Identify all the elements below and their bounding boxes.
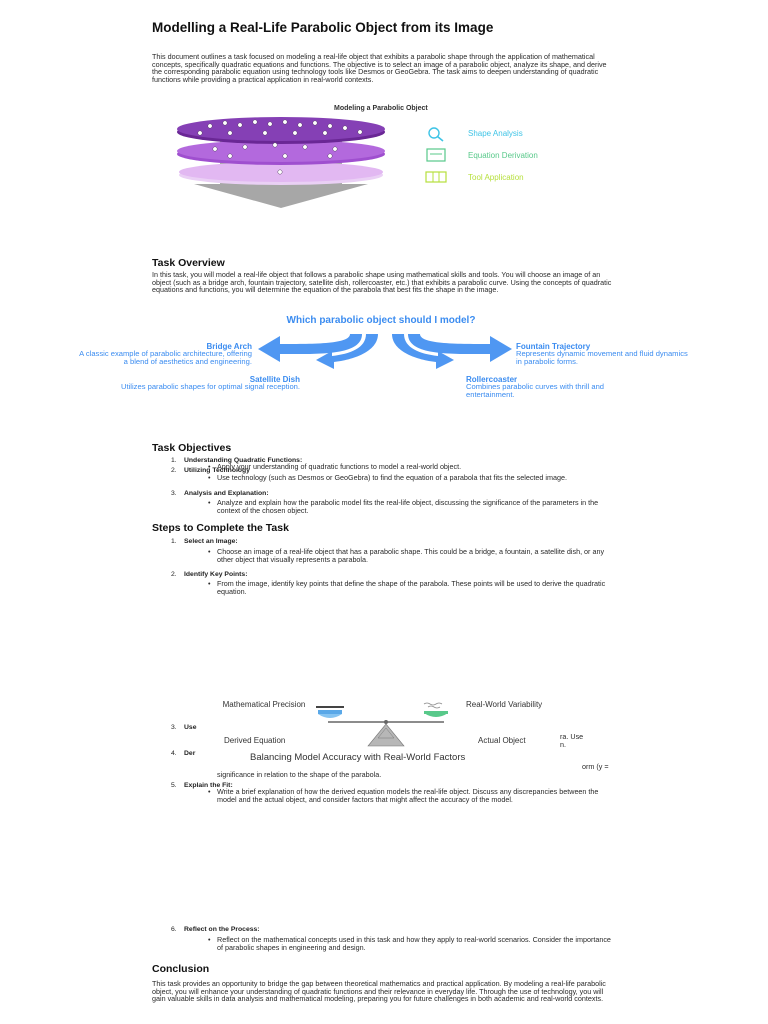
objective-2-heading: Utilizing Technology <box>184 467 250 474</box>
step-3-number: 3. <box>171 724 177 731</box>
option-bridge-arch-title: Bridge Arch <box>206 342 252 351</box>
option-bridge-arch-desc: A classic example of parabolic architecture, offering a blend of aesthetics and engineering. <box>79 349 252 366</box>
page-title: Modelling a Real-Life Parabolic Object from its Image <box>152 20 494 35</box>
objective-3-number: 3. <box>171 490 177 497</box>
step-2-number: 2. <box>171 571 177 578</box>
option-satellite-desc: Utilizes parabolic shapes for optimal signal reception. <box>121 382 300 391</box>
scale-right-bottom-label: Actual Object <box>478 736 526 745</box>
step-1-number: 1. <box>171 538 177 545</box>
balance-scale-icon <box>306 698 466 748</box>
step-5-number: 5. <box>171 782 177 789</box>
scale-diagram <box>220 698 550 766</box>
step-1-bullet: • Choose an image of a real-life object that has a parabolic shape. This could be a bridge, a fountain, a satellite dish, or any other object that visually represents a parabola. <box>217 548 617 563</box>
conclusion-paragraph: This task provides an opportunity to bridge the gap between theoretical mathematics and practical application. By modeling a real-life parabolic object, you will enhance your understanding of quadratic functions and their relevance in everyday life. Through the use of technology, you will gain valuable skills in data analysis and mathematical modeling, preparing you for future challenges in both academic and real-world contexts. <box>152 979 606 1004</box>
step-2-heading: Identify Key Points: <box>184 571 248 578</box>
magnifier-icon <box>426 126 446 142</box>
step-3-fragment-1: ra. Use <box>560 732 584 741</box>
step-2-bullet: • From the image, identify key points that define the shape of the parabola. These points will be used to derive the quadratic equation. <box>217 580 617 595</box>
task-overview-heading: Task Overview <box>152 257 225 269</box>
objectives-heading: Task Objectives <box>152 442 232 454</box>
step-4-fragment: orm (y = <box>582 762 609 771</box>
option-rollercoaster-title: Rollercoaster <box>466 375 518 384</box>
objective-3-bullet: • Analyze and explain how the parabolic model fits the real-life object, discussing the significance of the parameters in the context of the chosen object. <box>217 499 617 514</box>
legend-shape-analysis: Shape Analysis <box>468 129 523 138</box>
step-5-heading: Explain the Fit: <box>184 782 233 789</box>
scale-right-top-label: Real-World Variability <box>466 700 543 709</box>
step-4-line2: significance in relation to the shape of the parabola. <box>217 770 382 779</box>
toolbox-icon <box>424 169 448 185</box>
legend-equation-derivation: Equation Derivation <box>468 151 538 160</box>
step-5-bullet: • Write a brief explanation of how the derived equation models the real-life object. Discuss any discrepancies between the model and the actual object, and consider factors that might affect the accuracy of the model. <box>217 788 617 803</box>
step-3-fragment-2: n. <box>560 740 566 749</box>
decision-arrows <box>258 334 512 380</box>
step-6-bullet: • Reflect on the mathematical concepts used in this task and how they apply to real-world scenarios. Consider the importance of parabolic shapes in engineering and design. <box>217 936 617 951</box>
objective-1-heading: Understanding Quadratic Functions: <box>184 457 303 464</box>
diagram2-title: Which parabolic object should I model? <box>286 315 476 326</box>
conclusion-heading: Conclusion <box>152 963 210 975</box>
task-overview-paragraph: In this task, you will model a real-life object that follows a parabolic shape using mathematical skills and tools. You will choose an image of an object (such as a bridge arch, fountain trajectory, satellite dish, rollercoaster, etc.) that exhibits a parabolic curve. Using the concepts of quadratic equations and functions, you will determine the equation of the parabola that best fits the shape in the image. <box>152 270 612 295</box>
objective-3-heading: Analysis and Explanation: <box>184 490 269 497</box>
scale-left-bottom-label: Derived Equation <box>224 736 286 745</box>
option-fountain-desc: Represents dynamic movement and fluid dynamics in parabolic forms. <box>516 349 688 366</box>
option-rollercoaster-desc: Combines parabolic curves with thrill and entertainment. <box>466 382 605 399</box>
steps-heading: Steps to Complete the Task <box>152 522 289 534</box>
intro-paragraph: This document outlines a task focused on modeling a real-life object that exhibits a parabolic shape through the application of mathematical concepts, specifically quadratic equations and functions. The objective is to select an image of a parabolic object, analyze its shape, and derive the corresponding parabolic equation using technology tools like Desmos or GeoGebra. The task aims to deepen understanding of quadratic functions while providing a practical application in real-world contexts. <box>152 52 607 84</box>
legend-tool-application: Tool Application <box>468 173 524 182</box>
step-4-number: 4. <box>171 750 177 757</box>
objective-1-bullet: • Apply your understanding of quadratic functions to model a real-world object. <box>217 463 617 471</box>
objective-2-bullet: • Use technology (such as Desmos or GeoGebra) to find the equation of a parabola that fits the selected image. <box>217 474 597 482</box>
diagram1-title: Modeling a Parabolic Object <box>334 105 428 112</box>
step-4-heading: Der <box>184 750 196 757</box>
scale-caption: Balancing Model Accuracy with Real-World Factors <box>250 752 466 763</box>
option-fountain-title: Fountain Trajectory <box>516 342 591 351</box>
step-3-heading: Use <box>184 724 197 731</box>
objective-2-number: 2. <box>171 467 177 474</box>
option-satellite-title: Satellite Dish <box>249 375 300 384</box>
step-1-heading: Select an Image: <box>184 538 238 545</box>
step-6-heading: Reflect on the Process: <box>184 926 260 933</box>
layered-diagram <box>170 114 410 210</box>
step-6-number: 6. <box>171 926 177 933</box>
document-icon <box>426 147 446 163</box>
objective-1-number: 1. <box>171 457 177 464</box>
scale-left-top-label: Mathematical Precision <box>222 700 306 709</box>
